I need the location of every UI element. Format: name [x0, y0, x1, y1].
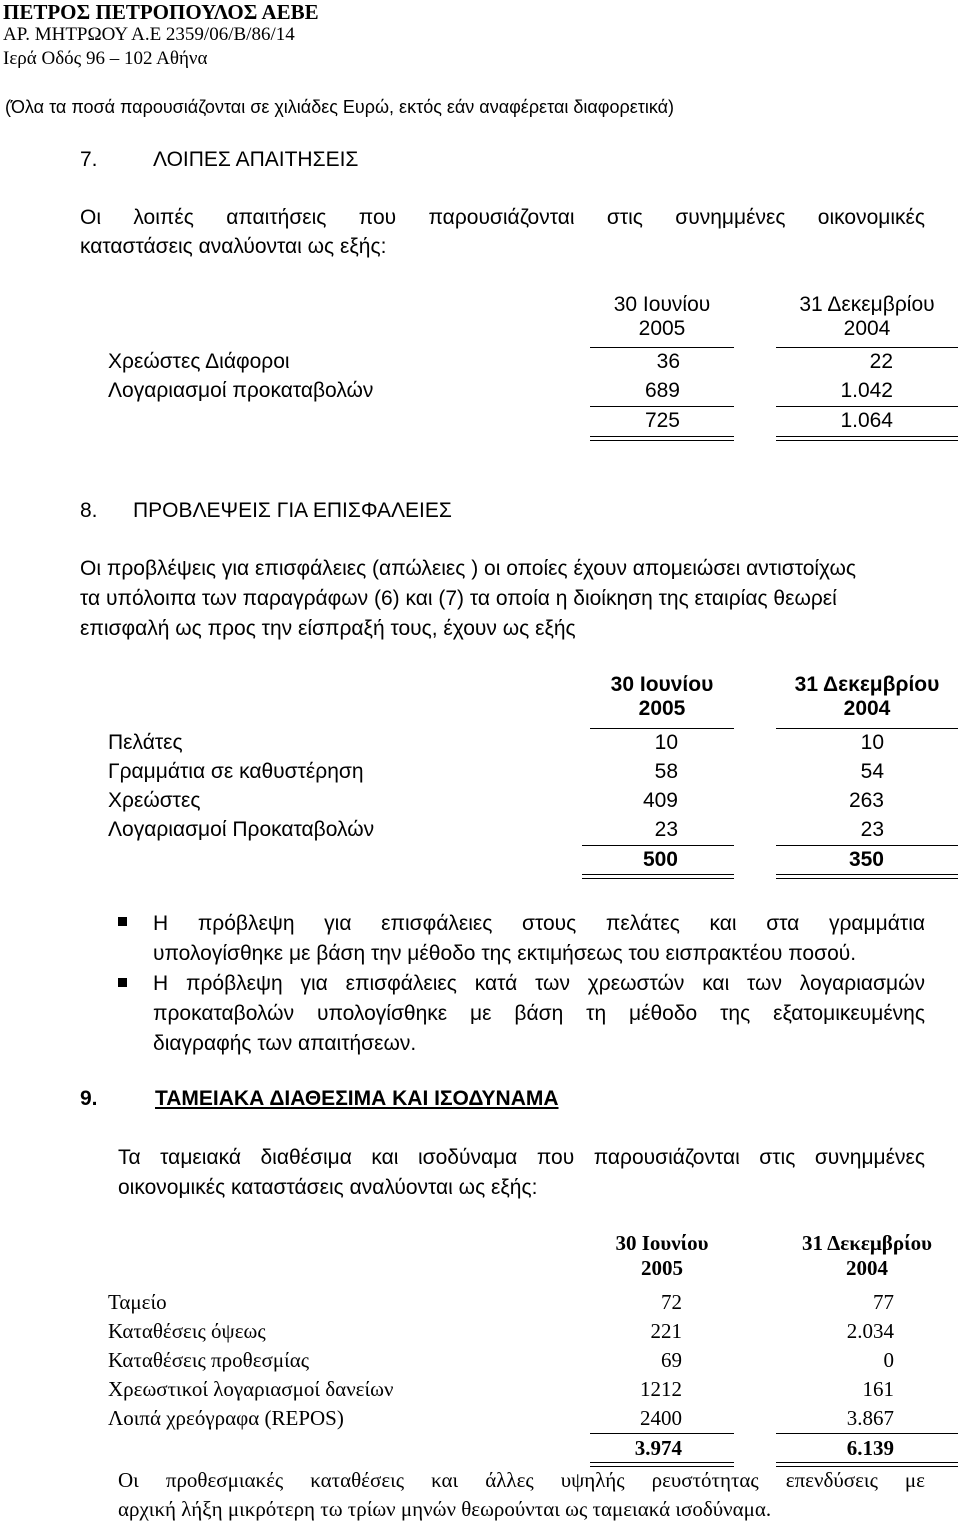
table-row-label: Χρεώστες [108, 789, 201, 812]
table-row-label: Καταθέσεις όψεως [108, 1319, 266, 1343]
header-rule [776, 347, 958, 348]
table-cell-2005: 2400 [640, 1406, 682, 1430]
header-rule [590, 728, 734, 729]
section7-total-2005: 725 [644, 409, 680, 432]
col-header-line1: 31 Δεκεμβρίου [794, 673, 940, 696]
section9-intro-line2: οικονομικές καταστάσεις αναλύονται ως εξής: [118, 1176, 538, 1199]
col-header-line2: 2005 [638, 697, 686, 720]
table-cell-2004: 3.867 [846, 1406, 894, 1430]
table-cell-2005: 23 [654, 818, 678, 841]
table-cell-2004: 23 [860, 818, 884, 841]
section7-total-2004: 1.064 [840, 409, 893, 432]
section9-number: 9. [80, 1087, 98, 1110]
section9-col2-header [776, 1231, 958, 1281]
section8-bullet1-line2: υπολογίσθηκε με βάση την μέθοδο της εκτιμήσεως του εισπρακτέου ποσού. [153, 942, 857, 965]
section8-col2-header [776, 673, 958, 721]
subtotal-rule [590, 406, 734, 407]
total-double-rule [776, 874, 958, 879]
col-header-line1: 31 Δεκεμβρίου [802, 1231, 932, 1255]
currency-note: (Όλα τα ποσά παρουσιάζονται σε χιλιάδες Ευρώ, εκτός εάν αναφέρεται διαφορετικά) [5, 97, 675, 117]
col-header-line1: 30 Ιουνίου [615, 1231, 709, 1255]
table-cell-2004: 161 [862, 1377, 894, 1401]
table-cell-2005: 10 [654, 731, 678, 754]
table-cell-2005: 1212 [640, 1377, 682, 1401]
table-row-label: Χρεώστες Διάφοροι [108, 350, 290, 373]
section7-title: ΛΟΙΠΕΣ ΑΠΑΙΤΗΣΕΙΣ [153, 148, 359, 171]
section8-intro-line1: Οι προβλέψεις για επισφάλειες (απώλειες ) οι οποίες έχουν απομειώσει αντιστοίχως [80, 557, 857, 580]
company-name: ΠΕΤΡΟΣ ΠΕΤΡΟΠΟΥΛΟΣ ΑΕΒΕ [3, 0, 319, 24]
section8-bullet2-line2: προκαταβολών υπολογίσθηκε με βάση τη μέθοδο της εξατομικευμένης [153, 1002, 925, 1025]
table-cell-2004: 2.034 [846, 1319, 894, 1343]
total-double-rule [590, 436, 734, 441]
section7-number: 7. [80, 148, 98, 171]
company-registry: ΑΡ. ΜΗΤΡΩΟΥ Α.Ε 2359/06/Β/86/14 [3, 24, 295, 45]
section9-total-2004: 6.139 [846, 1436, 894, 1460]
table-cell-2005: 58 [654, 760, 678, 783]
table-row-label: Χρεωστικοί λογαριασμοί δανείων [108, 1377, 394, 1401]
table-row-label: Λογαριασμοί Προκαταβολών [108, 818, 375, 841]
table-cell-2004: 1.042 [840, 379, 893, 402]
table-row-label: Πελάτες [108, 731, 183, 754]
table-row-label: Καταθέσεις προθεσμίας [108, 1348, 310, 1372]
subtotal-rule [776, 1433, 958, 1434]
table-cell-2004: 263 [848, 789, 884, 812]
table-row-label: Λογαριασμοί προκαταβολών [108, 379, 374, 402]
table-cell-2005: 72 [661, 1290, 682, 1314]
table-row-label: Γραμμάτια σε καθυστέρηση [108, 760, 364, 783]
subtotal-rule [776, 845, 958, 846]
col-header-line2: 2004 [843, 697, 891, 720]
table-cell-2004: 0 [883, 1348, 894, 1372]
table-cell-2005: 221 [650, 1319, 682, 1343]
section9-footer-line1: Οι προθεσμιακές καταθέσεις και άλλες υψηλής ρευστότητας επενδύσεις με [118, 1468, 925, 1492]
section8-bullet1-line1: Η πρόβλεψη για επισφάλειες στους πελάτες και στα γραμμάτια [153, 912, 925, 935]
header-rule [590, 347, 734, 348]
section8-title: ΠΡΟΒΛΕΨΕΙΣ ΓΙΑ ΕΠΙΣΦΑΛΕΙΕΣ [133, 499, 452, 522]
subtotal-rule [590, 1433, 734, 1434]
table-cell-2004: 77 [873, 1290, 894, 1314]
table-cell-2004: 54 [860, 760, 884, 783]
col-header-line2: 2005 [641, 1256, 683, 1280]
table-cell-2005: 689 [644, 379, 680, 402]
header-rule [776, 728, 958, 729]
section8-intro-line2: τα υπόλοιπα των παραγράφων (6) και (7) τα οποία η διοίκηση της εταιρίας θεωρεί [80, 587, 837, 610]
section8-bullet2-line3: διαγραφής των απαιτήσεων. [153, 1032, 417, 1055]
bullet-square-icon [118, 978, 127, 987]
table-cell-2005: 36 [656, 350, 680, 373]
section9-title: ΤΑΜΕΙΑΚΑ ΔΙΑΘΕΣΙΜΑ ΚΑΙ ΙΣΟΔΥΝΑΜΑ [155, 1087, 559, 1110]
col-header-line1: 31 Δεκεμβρίου [799, 293, 935, 316]
section9-total-2005: 3.974 [634, 1436, 682, 1460]
section8-total-2004: 350 [848, 848, 884, 871]
col-header-line2: 2004 [843, 317, 891, 340]
table-cell-2004: 22 [869, 350, 893, 373]
col-header-line1: 30 Ιουνίου [613, 293, 711, 316]
subtotal-rule [776, 406, 958, 407]
section8-bullet2-line1: Η πρόβλεψη για επισφάλειες κατά των χρεωστών και των λογαριασμών [153, 972, 925, 995]
total-double-rule [582, 874, 734, 879]
section9-col1-header [590, 1231, 734, 1281]
total-double-rule [776, 436, 958, 441]
total-double-rule [590, 1462, 734, 1467]
table-row-label: Ταμείο [108, 1290, 167, 1314]
section8-total-2005: 500 [642, 848, 678, 871]
section7-col1-header [590, 293, 734, 341]
section7-intro-line2: καταστάσεις αναλύονται ως εξής: [80, 235, 387, 258]
section7-intro-line1: Οι λοιπές απαιτήσεις που παρουσιάζονται στις συνημμένες οικονομικές [80, 206, 925, 229]
table-cell-2005: 69 [661, 1348, 682, 1372]
bullet-square-icon [118, 917, 127, 926]
section7-col2-header [776, 293, 958, 341]
section8-number: 8. [80, 499, 98, 522]
col-header-line2: 2005 [638, 317, 686, 340]
total-double-rule [776, 1462, 958, 1467]
col-header-line1: 30 Ιουνίου [610, 673, 714, 696]
section8-col1-header [590, 673, 734, 721]
subtotal-rule [582, 845, 734, 846]
col-header-line2: 2004 [846, 1256, 888, 1280]
table-row-label: Λοιπά χρεόγραφα (REPOS) [108, 1406, 344, 1430]
company-address: Ιερά Οδός 96 – 102 Αθήνα [3, 48, 208, 69]
table-cell-2005: 409 [642, 789, 678, 812]
table-cell-2004: 10 [860, 731, 884, 754]
section8-intro-line3: επισφαλή ως προς την είσπραξή τους, έχουν ως εξής [80, 617, 576, 640]
section9-intro-line1: Τα ταμειακά διαθέσιμα και ισοδύναμα που παρουσιάζονται στις συνημμένες [118, 1146, 925, 1169]
section9-footer-line2: αρχική λήξη μικρότερη τω τρίων μηνών θεωρούνται ως ταμειακά ισοδύναμα. [118, 1497, 772, 1521]
